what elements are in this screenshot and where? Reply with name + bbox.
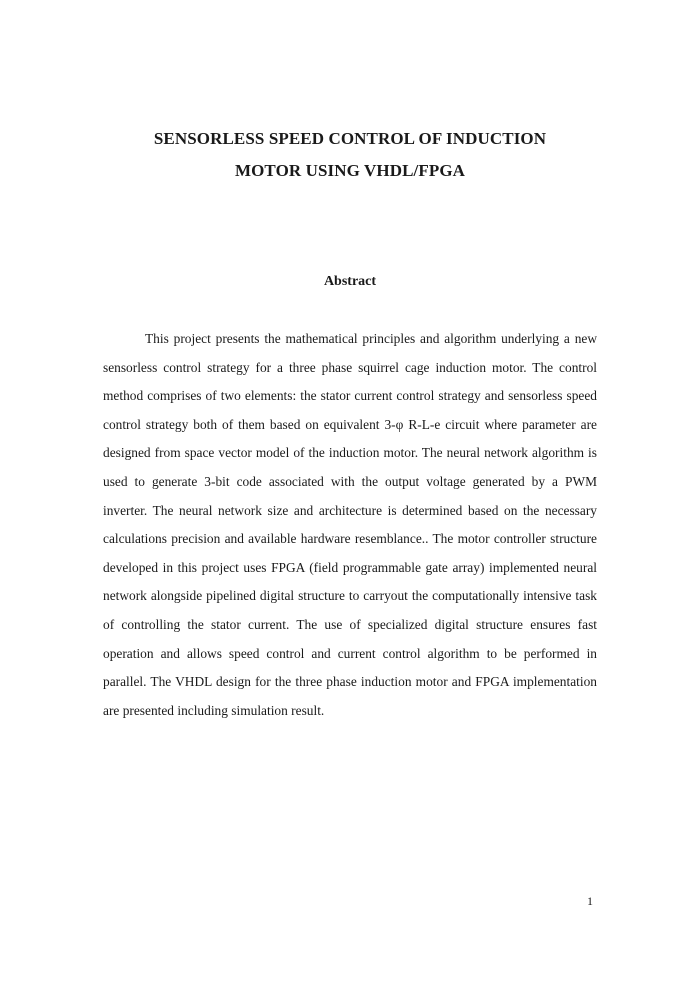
abstract-heading: Abstract xyxy=(323,274,377,289)
document-title xyxy=(0,123,700,187)
page-number: 1 xyxy=(587,894,593,908)
title-line-1: SENSORLESS SPEED CONTROL OF INDUCTION xyxy=(153,129,547,148)
title-line-2: MOTOR USING VHDL/FPGA xyxy=(234,161,466,180)
abstract-body: This project presents the mathematical principles and algorithm underlying a new sensorless control strategy for a three phase squirrel cage induction motor. The control method comprises of two elements: the stator current control strategy and sensorless speed control strategy both of them based on equivalent 3-φ R-L-e circuit where parameter are designed from space vector model of the induction motor. The neural network algorithm is used to generate 3-bit code associated with the output voltage generated by a PWM inverter. The neural network size and architecture is determined based on the necessary calculations precision and available hardware resemblance.. The motor controller structure developed in this project uses FPGA (field programmable gate array) implemented neural network alongside pipelined digital structure to carryout the computationally intensive task of controlling the stator current. The use of specialized digital structure ensures fast operation and allows speed control and current control algorithm to be performed in parallel. The VHDL design for the three phase induction motor and FPGA implementation are presented including simulation result. xyxy=(103,331,597,718)
